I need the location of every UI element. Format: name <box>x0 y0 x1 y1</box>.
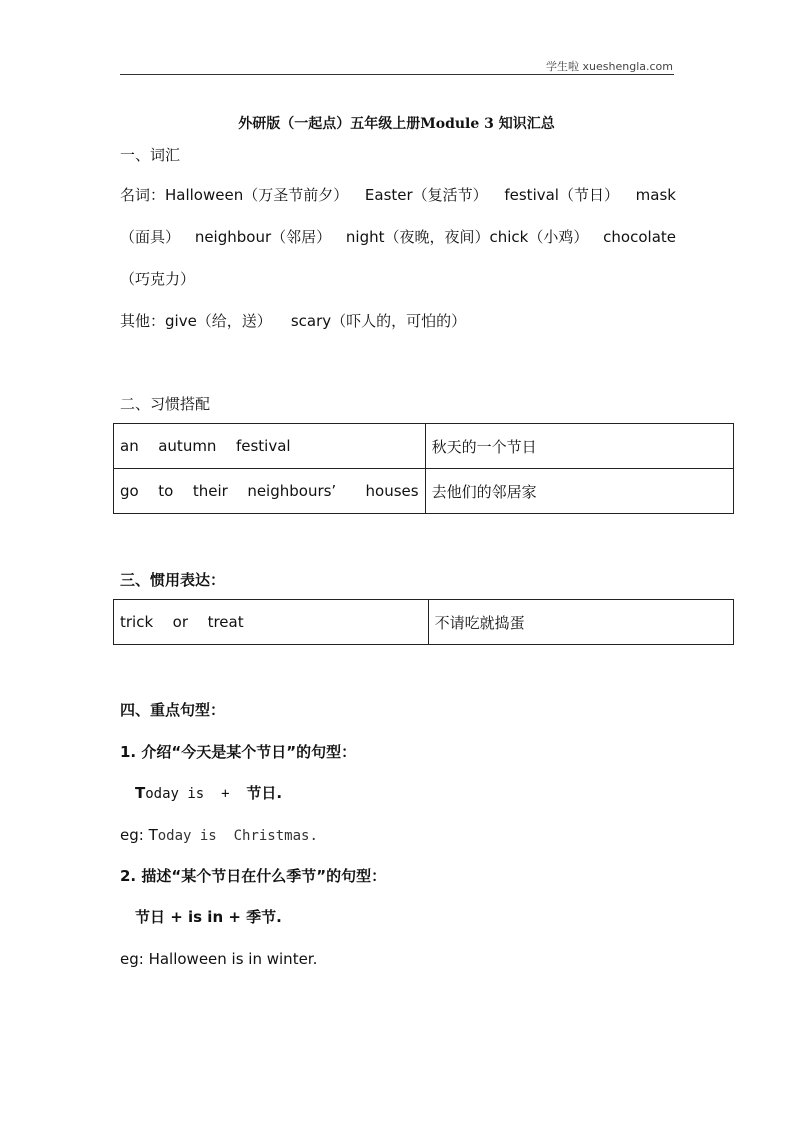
vocab-word: mask <box>635 186 676 204</box>
vocab-others: 其他：give（给，送） scary（吓人的，可怕的） <box>120 312 467 330</box>
vocab-heading: 一、词汇 <box>120 146 181 164</box>
vocab-word: festival（节日） <box>504 186 619 204</box>
page-title: 外研版（一起点）五年级上册Module 3 知识汇总 <box>238 116 555 132</box>
sentence-item-2-example: eg: Halloween is in winter. <box>120 950 318 968</box>
collocations-heading: 二、习惯搭配 <box>120 395 211 413</box>
vocab-word: night（夜晚，夜间）chick（小鸡） <box>345 228 589 246</box>
header-divider <box>120 74 674 75</box>
table-row <box>114 469 734 514</box>
vocab-word: 名词：Halloween（万圣节前夕） <box>120 186 349 204</box>
vocab-nouns-line-2 <box>120 227 676 247</box>
site-header: 学生啦 xueshengla.com <box>546 60 673 73</box>
vocab-word: chocolate <box>603 228 676 246</box>
sentence-item-1-title: 1. 介绍“今天是某个节日”的句型： <box>120 743 357 761</box>
table-cell-zh: 秋天的一个节日 <box>425 424 733 469</box>
table-row <box>114 424 734 469</box>
sentences-heading: 四、重点句型： <box>120 701 226 719</box>
table-cell-zh: 不请吃就捣蛋 <box>428 600 733 645</box>
vocab-nouns-line-3: （巧克力） <box>120 270 196 288</box>
expressions-heading: 三、惯用表达： <box>120 571 226 589</box>
sentence-item-2-title: 2. 描述“某个节日在什么季节”的句型： <box>120 867 387 885</box>
expressions-table <box>113 599 734 645</box>
table-cell-en: go to their neighbours’ houses <box>114 469 426 514</box>
table-cell-zh: 去他们的邻居家 <box>425 469 733 514</box>
table-row <box>114 600 734 645</box>
collocations-table <box>113 423 734 514</box>
vocab-word: Easter（复活节） <box>364 186 488 204</box>
table-cell-en: an autumn festival <box>114 424 426 469</box>
sentence-item-2-pattern: 节日 + is in + 季节. <box>135 908 282 926</box>
vocab-word: neighbour（邻居） <box>194 228 332 246</box>
table-cell-en: trick or treat <box>114 600 429 645</box>
sentence-item-1-pattern: Today is + 节日. <box>135 784 283 802</box>
vocab-word: （面具） <box>120 228 181 246</box>
sentence-item-1-example: eg: Today is Christmas. <box>120 826 318 844</box>
vocab-nouns-line-1 <box>120 185 676 205</box>
